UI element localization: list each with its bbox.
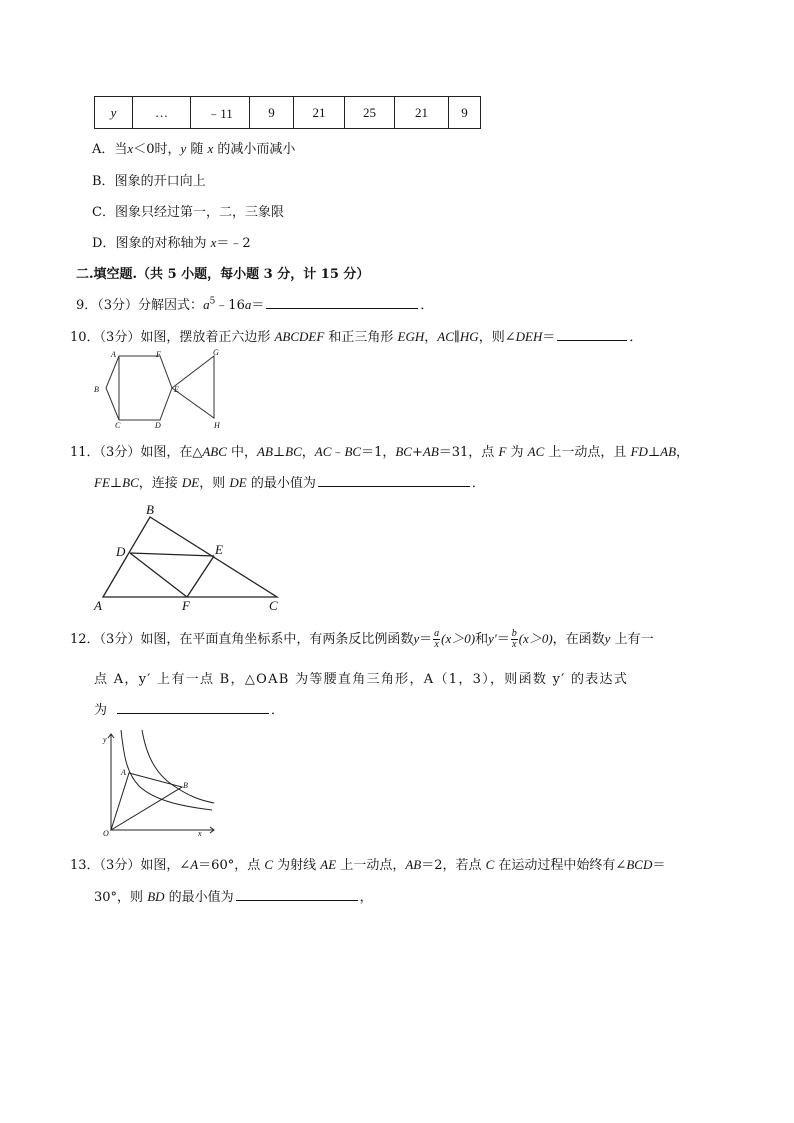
question-13-line-1	[70, 854, 665, 873]
option-letter: B．	[92, 174, 115, 189]
var: C	[485, 857, 495, 872]
condition: (x＞0)	[441, 631, 476, 646]
question-text: ＝	[542, 330, 556, 345]
question-text: ⊥	[109, 476, 123, 491]
question-text: 在运动过程中始终有∠	[494, 858, 627, 873]
label-x: x	[198, 829, 202, 838]
question-text: ＝	[652, 858, 666, 873]
label-e: E	[174, 385, 179, 394]
label-h: H	[214, 421, 220, 430]
question-text: 和正三角形	[324, 330, 398, 345]
question-text: ，	[424, 330, 438, 345]
segment-de	[130, 553, 214, 556]
option-c	[92, 201, 284, 220]
question-text: 30°，则	[94, 890, 148, 905]
option-text: ＜0时，	[133, 142, 181, 157]
var: A	[190, 857, 199, 872]
condition: (x＞0)	[518, 631, 553, 646]
question-text: ＝60°，点	[198, 858, 265, 873]
var: AB	[405, 857, 422, 872]
value-table	[94, 96, 481, 129]
curve-y	[121, 730, 212, 810]
var: FD	[630, 444, 648, 459]
label-a: A	[121, 768, 126, 777]
var: F	[498, 444, 507, 459]
question-number: 12．	[70, 632, 100, 647]
label-g: G	[213, 348, 219, 357]
var: a	[203, 297, 210, 312]
var: y	[180, 141, 187, 156]
table-cell: 21	[395, 97, 449, 129]
question-text: ，则	[199, 476, 230, 491]
var: AC	[527, 444, 545, 459]
question-12-line-1	[70, 628, 654, 650]
question-text: ＝2，若点	[421, 858, 486, 873]
question-12-line-3	[94, 699, 284, 718]
var: BC	[122, 475, 139, 490]
triangle-abc	[103, 517, 277, 597]
var: BC	[395, 444, 412, 459]
fraction-a-over-x	[433, 629, 440, 650]
label-d: D	[155, 421, 161, 430]
triangle-oab	[111, 773, 182, 830]
question-text: 上一动点，且	[544, 445, 631, 460]
question-text: ＝	[251, 298, 265, 313]
question-text: （3分）如图，∠	[99, 858, 191, 873]
question-number: 9．	[76, 298, 98, 313]
question-text: ⊥	[647, 445, 661, 460]
option-letter: A．	[92, 142, 115, 157]
question-text: ＝31，点	[438, 445, 499, 460]
option-b	[92, 170, 206, 189]
option-text: ＝﹣2	[216, 236, 251, 251]
answer-blank[interactable]	[266, 295, 418, 309]
var: AB	[660, 444, 677, 459]
question-text: ．	[471, 476, 485, 491]
question-text: ＝1，	[361, 445, 396, 460]
question-text: ，	[676, 445, 690, 460]
curve-y-prime	[142, 730, 214, 803]
var: ABC	[202, 444, 227, 459]
question-13-line-2	[94, 886, 373, 905]
var: y′	[488, 631, 497, 646]
table-cell: 9	[250, 97, 294, 129]
option-text: 图象的对称轴为	[115, 236, 211, 251]
question-text: 上有一	[610, 632, 654, 647]
label-d: D	[116, 544, 126, 559]
label-a: A	[111, 350, 116, 359]
question-text: ．	[629, 330, 643, 345]
var: FE	[94, 475, 110, 490]
fraction-numerator: a	[434, 628, 440, 639]
fraction-denominator: x	[511, 639, 517, 650]
var: DE	[181, 475, 200, 490]
question-text: ，连接	[138, 476, 182, 491]
label-a: A	[94, 598, 102, 612]
option-a	[92, 138, 295, 157]
var: BC	[285, 444, 302, 459]
var: AB	[257, 444, 273, 459]
question-number: 13．	[70, 858, 100, 873]
question-text: ，则∠	[478, 330, 516, 345]
option-d	[92, 232, 251, 251]
question-text: ∥	[453, 330, 460, 345]
question-11-line-1	[70, 441, 689, 460]
question-text: 的最小值为	[246, 476, 316, 491]
label-b: B	[94, 385, 99, 394]
question-11-line-2	[94, 472, 485, 491]
var: a	[244, 297, 252, 312]
section-heading: 二.填空题.（共 5 小题，每小题 3 分，计 15 分）	[76, 267, 370, 282]
var: x	[210, 235, 217, 250]
coordinate-figure	[94, 728, 224, 840]
label-f: F	[156, 350, 161, 359]
var: AE	[320, 857, 337, 872]
var: y	[604, 631, 611, 646]
hexagon-triangle-figure	[86, 346, 236, 430]
question-text: ＝	[496, 632, 510, 647]
triangle-abc-figure	[90, 500, 290, 612]
question-text: 上一动点，	[336, 858, 406, 873]
question-12-line-2: 点 A，y′ 上有一点 B，△OAB 为等腰直角三角形，A（1，3），则函数 y′ 的表达式	[94, 672, 629, 687]
question-10	[70, 326, 642, 345]
answer-blank[interactable]	[318, 473, 470, 487]
question-text: （3分）如图，摆放着正六边形	[99, 330, 275, 345]
question-text: 和	[475, 632, 489, 647]
table-cell: …	[133, 97, 191, 129]
question-text: （3分）如图，在平面直角坐标系中，有两条反比例函数	[99, 632, 414, 647]
var: BC	[344, 444, 362, 459]
fraction-b-over-x	[511, 629, 518, 650]
label-f: F	[182, 598, 190, 612]
var: HG	[459, 329, 479, 344]
hexagon-shape	[106, 356, 172, 420]
var: AB	[422, 444, 439, 459]
fraction-denominator: x	[434, 639, 439, 650]
var: x	[207, 141, 214, 156]
question-text: ，	[359, 890, 373, 905]
table-cell: 9	[449, 97, 481, 129]
question-text: 中，	[226, 445, 258, 460]
question-text: ，在函数	[552, 632, 605, 647]
question-text: ．	[420, 298, 434, 313]
var: BCD	[626, 857, 653, 872]
question-text: ，	[301, 445, 315, 460]
label-c: C	[269, 598, 278, 612]
var: ABCDEF	[274, 329, 325, 344]
table-row-label: y	[95, 97, 133, 129]
var: x	[127, 141, 134, 156]
label-c: C	[115, 421, 121, 430]
segment-ef	[187, 556, 214, 597]
label-y: y	[103, 735, 107, 744]
question-text: ﹣	[331, 445, 345, 460]
fraction-numerator: b	[511, 628, 517, 639]
answer-blank[interactable]	[117, 700, 269, 714]
question-9	[76, 294, 433, 313]
question-text: ⊥	[272, 445, 286, 460]
exponent: 5	[209, 296, 216, 307]
var: y	[413, 631, 420, 646]
question-text: 为	[506, 445, 528, 460]
option-letter: D．	[92, 236, 116, 251]
option-text: 的减小而减小	[213, 142, 296, 157]
question-text: +	[411, 445, 423, 460]
var: EGH	[397, 329, 425, 344]
question-number: 11．	[70, 445, 100, 460]
question-text: 的最小值为	[164, 890, 234, 905]
question-text: ﹣16	[215, 298, 245, 313]
label-o: O	[103, 829, 109, 838]
var: AC	[314, 444, 332, 459]
var: C	[264, 857, 274, 872]
question-number: 10．	[70, 330, 100, 345]
segment-df	[130, 553, 187, 597]
option-text: 随	[186, 142, 208, 157]
table-cell: 21	[294, 97, 345, 129]
var: DEH	[515, 329, 543, 344]
answer-blank[interactable]	[557, 327, 627, 341]
question-text: 为射线	[273, 858, 321, 873]
option-letter: C．	[92, 205, 115, 220]
question-text: ．	[271, 703, 285, 718]
question-text: （3分）如图，在△	[99, 445, 203, 460]
label-b: B	[183, 781, 188, 790]
answer-blank[interactable]	[236, 887, 358, 901]
question-text: （3分）分解因式：	[97, 298, 204, 313]
var: BD	[147, 889, 165, 904]
option-text: 图象只经过第一，二，三象限	[114, 205, 284, 220]
option-text: 图象的开口向上	[114, 174, 206, 189]
option-text: 当	[114, 142, 128, 157]
table-cell: 25	[345, 97, 395, 129]
question-text: ＝	[419, 632, 433, 647]
table-cell: ﹣11	[191, 97, 250, 129]
table-row	[95, 97, 481, 129]
label-e: E	[215, 542, 223, 557]
label-b: B	[146, 502, 154, 517]
question-text: 为	[94, 703, 108, 718]
var: DE	[229, 475, 247, 490]
var: AC	[437, 329, 454, 344]
